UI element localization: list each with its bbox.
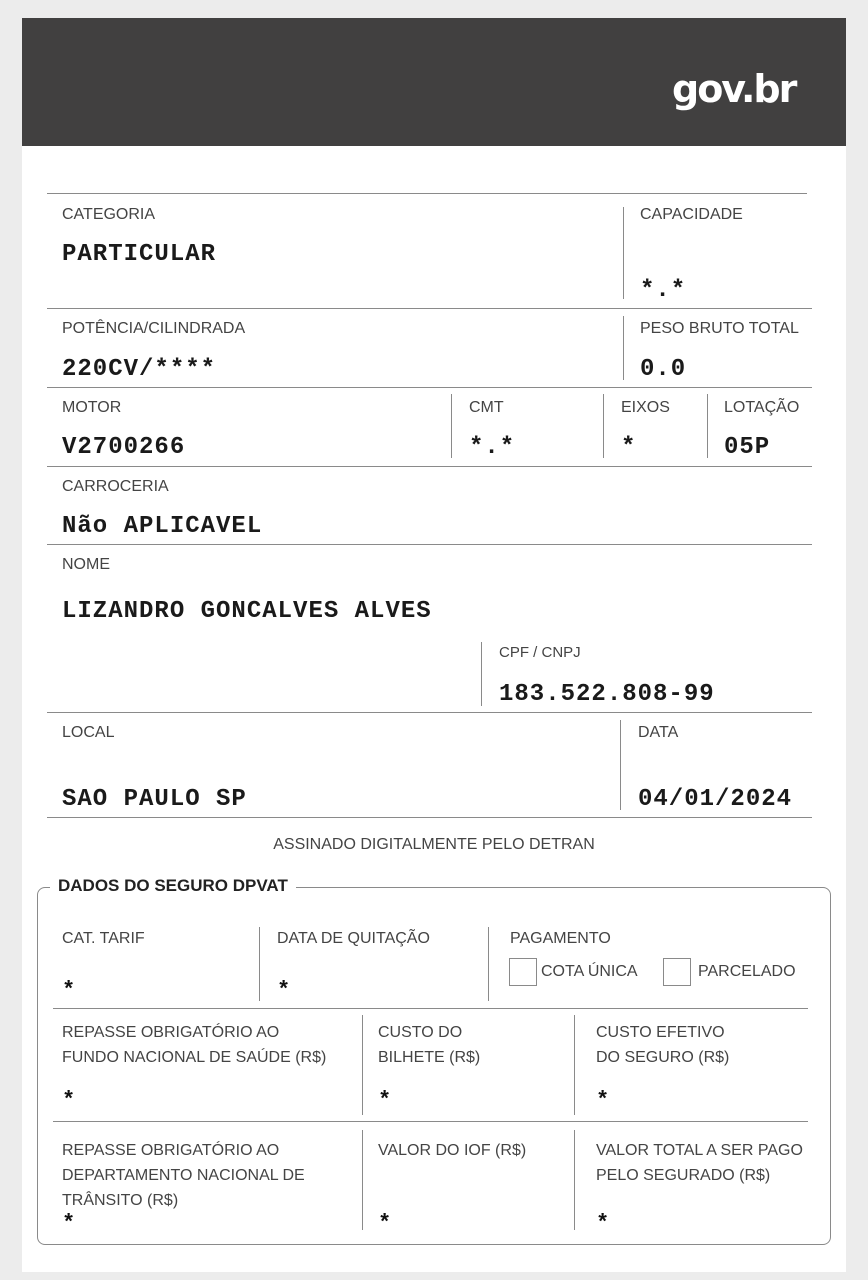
valor-total-label-1: VALOR TOTAL A SER PAGO [596, 1142, 803, 1159]
divider [603, 394, 604, 458]
peso-label: PESO BRUTO TOTAL [640, 320, 799, 337]
cat-tarif-value: * [62, 978, 76, 1003]
repasse-transito-label-2: DEPARTAMENTO NACIONAL DE [62, 1167, 305, 1184]
local-value: SAO PAULO SP [62, 786, 247, 813]
lotacao-value: 05P [724, 434, 771, 461]
valor-iof-label: VALOR DO IOF (R$) [378, 1142, 527, 1159]
eixos-value: * [621, 434, 637, 461]
capacidade-value: *.* [640, 277, 687, 304]
cota-unica-checkbox[interactable] [509, 958, 537, 986]
cmt-label: CMT [469, 399, 504, 416]
divider [47, 817, 812, 818]
divider [362, 1015, 363, 1115]
custo-bilhete-value: * [378, 1088, 392, 1113]
local-label: LOCAL [62, 724, 115, 741]
gov-br-logo: gov.br [672, 67, 796, 111]
eixos-label: EIXOS [621, 399, 670, 416]
data-quitacao-label: DATA DE QUITAÇÃO [277, 930, 430, 947]
categoria-label: CATEGORIA [62, 206, 156, 223]
dpvat-title: DADOS DO SEGURO DPVAT [50, 876, 296, 896]
valor-iof-value: * [378, 1211, 392, 1236]
divider [574, 1130, 575, 1230]
potencia-label: POTÊNCIA/CILINDRADA [62, 320, 246, 337]
lotacao-label: LOTAÇÃO [724, 399, 800, 416]
divider [259, 927, 260, 1001]
parcelado-checkbox[interactable] [663, 958, 691, 986]
peso-value: 0.0 [640, 356, 687, 383]
categoria-value: PARTICULAR [62, 241, 217, 268]
repasse-saude-label-2: FUNDO NACIONAL DE SAÚDE (R$) [62, 1049, 327, 1066]
divider [707, 394, 708, 458]
pagamento-label: PAGAMENTO [510, 930, 611, 947]
divider [47, 466, 812, 467]
divider [574, 1015, 575, 1115]
valor-total-value: * [596, 1211, 610, 1236]
divider [623, 207, 624, 299]
carroceria-value: Não APLICAVEL [62, 513, 263, 540]
cpf-label: CPF / CNPJ [499, 644, 581, 661]
divider [53, 1008, 808, 1009]
potencia-value: 220CV/**** [62, 356, 217, 383]
custo-efetivo-label-2: DO SEGURO (R$) [596, 1049, 730, 1066]
motor-value: V2700266 [62, 434, 186, 461]
divider [47, 712, 812, 713]
parcelado-label: PARCELADO [698, 963, 796, 980]
divider [623, 316, 624, 380]
custo-efetivo-label-1: CUSTO EFETIVO [596, 1024, 725, 1041]
divider [451, 394, 452, 458]
data-value: 04/01/2024 [638, 786, 793, 813]
cat-tarif-label: CAT. TARIF [62, 930, 145, 947]
repasse-saude-value: * [62, 1088, 76, 1113]
data-label: DATA [638, 724, 679, 741]
divider [620, 720, 621, 810]
custo-efetivo-value: * [596, 1088, 610, 1113]
signature-note: ASSINADO DIGITALMENTE PELO DETRAN [273, 836, 595, 853]
capacidade-label: CAPACIDADE [640, 206, 743, 223]
nome-value: LIZANDRO GONCALVES ALVES [62, 598, 432, 625]
nome-label: NOME [62, 556, 110, 573]
repasse-saude-label-1: REPASSE OBRIGATÓRIO AO [62, 1024, 280, 1041]
cmt-value: *.* [469, 434, 516, 461]
data-quitacao-value: * [277, 978, 291, 1003]
cota-unica-label: COTA ÚNICA [541, 963, 638, 980]
repasse-transito-label-1: REPASSE OBRIGATÓRIO AO [62, 1142, 280, 1159]
repasse-transito-value: * [62, 1211, 76, 1236]
divider [47, 193, 807, 194]
divider [481, 642, 482, 706]
carroceria-label: CARROCERIA [62, 478, 169, 495]
custo-bilhete-label-1: CUSTO DO [378, 1024, 463, 1041]
cpf-value: 183.522.808-99 [499, 681, 715, 708]
divider [47, 387, 812, 388]
valor-total-label-2: PELO SEGURADO (R$) [596, 1167, 771, 1184]
motor-label: MOTOR [62, 399, 122, 416]
divider [488, 927, 489, 1001]
repasse-transito-label-3: TRÂNSITO (R$) [62, 1192, 179, 1209]
divider [53, 1121, 808, 1122]
divider [47, 544, 812, 545]
divider [47, 308, 812, 309]
custo-bilhete-label-2: BILHETE (R$) [378, 1049, 481, 1066]
divider [362, 1130, 363, 1230]
